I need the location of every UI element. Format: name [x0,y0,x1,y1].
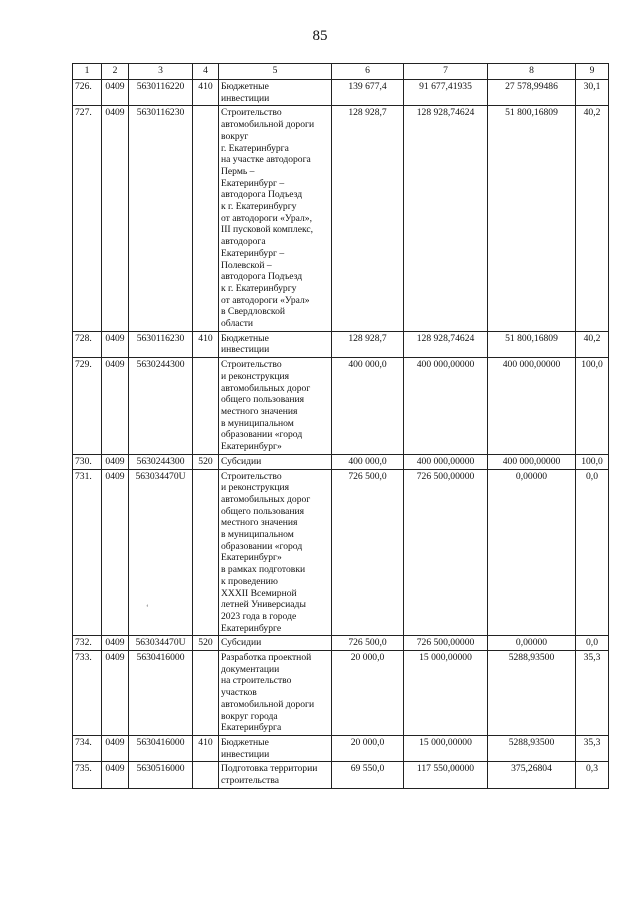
item-name [219,331,332,357]
item-name-line: г. Екатеринбурга [221,142,289,154]
item-name-line: области [221,318,254,330]
table-row [73,454,609,469]
item-name-line: III пусковой комплекс, [221,224,314,236]
expense-type-code [193,651,219,736]
expense-type-code [193,358,219,455]
column-header-7: 7 [404,64,488,80]
expense-type-code: 410 [193,80,219,106]
table-row [73,106,609,331]
target-article-code: 5630244300 [129,454,193,469]
item-name-line: Екатеринбурга [221,722,282,734]
row-number: 726. [73,80,102,106]
section-code: 0409 [102,651,129,736]
section-code: 0409 [102,636,129,651]
section-code: 0409 [102,331,129,357]
expense-type-code [193,762,219,788]
item-name-line: вокруг [221,130,249,142]
item-name-line: на участке автодорога [221,154,311,166]
row-number: 730. [73,454,102,469]
item-name-line: местного значения [221,517,298,529]
row-number: 727. [73,106,102,331]
specified-amount: 91 677,41935 [404,80,488,106]
table-row [73,762,609,788]
item-name [219,106,332,331]
table-row [73,469,609,636]
target-article-code: 5630416000 [129,735,193,761]
section-code: 0409 [102,358,129,455]
section-code: 0409 [102,762,129,788]
item-name [219,735,332,761]
item-name-line: Бюджетные [221,81,269,92]
expense-type-code [193,469,219,636]
column-header-5: 5 [219,64,332,80]
item-name-line: строительства [221,775,280,787]
target-article-code: 5630116220 [129,80,193,106]
specified-amount: 128 928,74624 [404,331,488,357]
item-name-line: Строительство [221,107,282,119]
row-number: 729. [73,358,102,455]
executed-amount: 51 800,16809 [488,331,576,357]
item-name [219,636,332,651]
execution-percent: 40,2 [576,331,609,357]
row-number: 734. [73,735,102,761]
item-name-line: Строительство [221,470,282,482]
item-name [219,358,332,455]
item-name-line: образовании «город [221,429,303,441]
item-name-line: к г. Екатеринбургу [221,282,297,294]
table-row [73,358,609,455]
executed-amount: 375,26804 [488,762,576,788]
item-name-line: Бюджетные [221,736,269,748]
item-name-line: в Свердловской [221,306,286,318]
row-number: 732. [73,636,102,651]
item-name-line: инвестиции [221,748,270,760]
item-name-line: в муниципальном [221,417,294,429]
item-name-line: Екатеринбург» [221,441,282,453]
item-name-line: Разработка проектной [221,652,312,664]
item-name [219,469,332,636]
page-number: 85 [312,28,328,44]
approved-amount: 400 000,0 [332,358,404,455]
specified-amount: 400 000,00000 [404,454,488,469]
column-header-4: 4 [193,64,219,80]
column-header-3: 3 [129,64,193,80]
item-name-line: Подготовка территории [221,763,318,775]
target-article-code: 5630516000 [129,762,193,788]
execution-percent: 35,3 [576,651,609,736]
item-name-line: Екатеринбург – [221,247,285,259]
item-name-line: и реконструкция [221,482,290,494]
approved-amount: 69 550,0 [332,762,404,788]
approved-amount: 726 500,0 [332,469,404,636]
row-number: 733. [73,651,102,736]
item-name-line: местного значения [221,405,298,417]
approved-amount: 139 677,4 [332,80,404,106]
execution-percent: 0,0 [576,469,609,636]
table-header-row [73,64,609,80]
item-name-line: Полевской – [221,259,272,271]
row-number: 735. [73,762,102,788]
item-name-line: и реконструкция [221,370,290,382]
item-name-line: Бюджетные [221,332,269,344]
item-name-line: инвестиции [221,92,270,104]
item-name-line: Екатеринбург – [221,177,285,189]
item-name-line: документации [221,663,280,675]
approved-amount: 128 928,7 [332,331,404,357]
execution-percent: 40,2 [576,106,609,331]
table-body [73,80,609,789]
specified-amount: 726 500,00000 [404,636,488,651]
approved-amount: 20 000,0 [332,651,404,736]
approved-amount: 726 500,0 [332,636,404,651]
column-header-8: 8 [488,64,576,80]
specified-amount: 15 000,00000 [404,735,488,761]
execution-percent: 35,3 [576,735,609,761]
item-name-line: автомобильной дороги [221,698,315,710]
item-name-line: автодорога [221,236,266,248]
item-name-line: общего пользования [221,394,305,406]
target-article-code: 5630116230 [129,106,193,331]
target-article-code: 5630116230 [129,331,193,357]
item-name-line: участков [221,687,257,699]
table-row [73,80,609,106]
executed-amount: 400 000,00000 [488,454,576,469]
approved-amount: 400 000,0 [332,454,404,469]
item-name-line: летней Универсиады [221,599,306,611]
item-name-line: автодорога Подъезд [221,271,303,283]
executed-amount: 0,00000 [488,469,576,636]
item-name [219,762,332,788]
target-article-code: 5630416000 [129,651,193,736]
item-name-line: автомобильной дороги [221,119,315,131]
column-header-6: 6 [332,64,404,80]
item-name-line: образовании «город [221,540,303,552]
row-number: 728. [73,331,102,357]
target-article-code: 563034470U [129,636,193,651]
expense-type-code: 520 [193,454,219,469]
table-row [73,331,609,357]
item-name-line: Субсидии [221,637,262,649]
target-article-code: 5630244300 [129,358,193,455]
row-number: 731. [73,469,102,636]
specified-amount: 128 928,74624 [404,106,488,331]
item-name-line: инвестиции [221,344,270,356]
item-name-line: от автодороги «Урал» [221,294,310,306]
item-name [219,454,332,469]
specified-amount: 15 000,00000 [404,651,488,736]
executed-amount: 0,00000 [488,636,576,651]
item-name [219,651,332,736]
execution-percent: 30,1 [576,80,609,106]
expense-type-code [193,106,219,331]
scan-mark: ʻ [146,603,149,612]
expense-type-code: 520 [193,636,219,651]
expense-type-code: 410 [193,735,219,761]
item-name-line: автодорога Подъезд [221,189,303,201]
executed-amount: 51 800,16809 [488,106,576,331]
executed-amount: 400 000,00000 [488,358,576,455]
item-name-line: автомобильных дорог [221,493,311,505]
target-article-code: 563034470U [129,469,193,636]
execution-percent: 100,0 [576,358,609,455]
item-name-line: Екатеринбург» [221,552,282,564]
item-name-line: на строительство [221,675,292,687]
item-name-line: XXXII Всемирной [221,587,297,599]
item-name-line: Строительство [221,359,282,371]
item-name-line: к г. Екатеринбургу [221,201,297,213]
item-name-line: автомобильных дорог [221,382,311,394]
item-name-line: Пермь – [221,165,255,177]
executed-amount: 5288,93500 [488,735,576,761]
approved-amount: 20 000,0 [332,735,404,761]
column-header-9: 9 [576,64,609,80]
execution-percent: 0,0 [576,636,609,651]
specified-amount: 726 500,00000 [404,469,488,636]
item-name-line: вокруг города [221,710,278,722]
table-row [73,735,609,761]
section-code: 0409 [102,106,129,331]
section-code: 0409 [102,735,129,761]
executed-amount: 27 578,99486 [488,80,576,106]
item-name-line: Екатеринбурге [221,622,282,634]
execution-percent: 100,0 [576,454,609,469]
item-name-line: в муниципальном [221,529,294,541]
expense-type-code: 410 [193,331,219,357]
item-name-line: общего пользования [221,505,305,517]
budget-table [72,63,609,789]
table-row [73,651,609,736]
item-name-line: к проведению [221,575,278,587]
column-header-2: 2 [102,64,129,80]
section-code: 0409 [102,80,129,106]
approved-amount: 128 928,7 [332,106,404,331]
column-header-1: 1 [73,64,102,80]
item-name-line: от автодороги «Урал», [221,212,313,224]
executed-amount: 5288,93500 [488,651,576,736]
specified-amount: 400 000,00000 [404,358,488,455]
section-code: 0409 [102,469,129,636]
item-name-line: 2023 года в городе [221,610,297,622]
execution-percent: 0,3 [576,762,609,788]
table-row [73,636,609,651]
specified-amount: 117 550,00000 [404,762,488,788]
item-name-line: в рамках подготовки [221,564,306,576]
item-name [219,80,332,106]
section-code: 0409 [102,454,129,469]
item-name-line: Субсидии [221,455,262,467]
